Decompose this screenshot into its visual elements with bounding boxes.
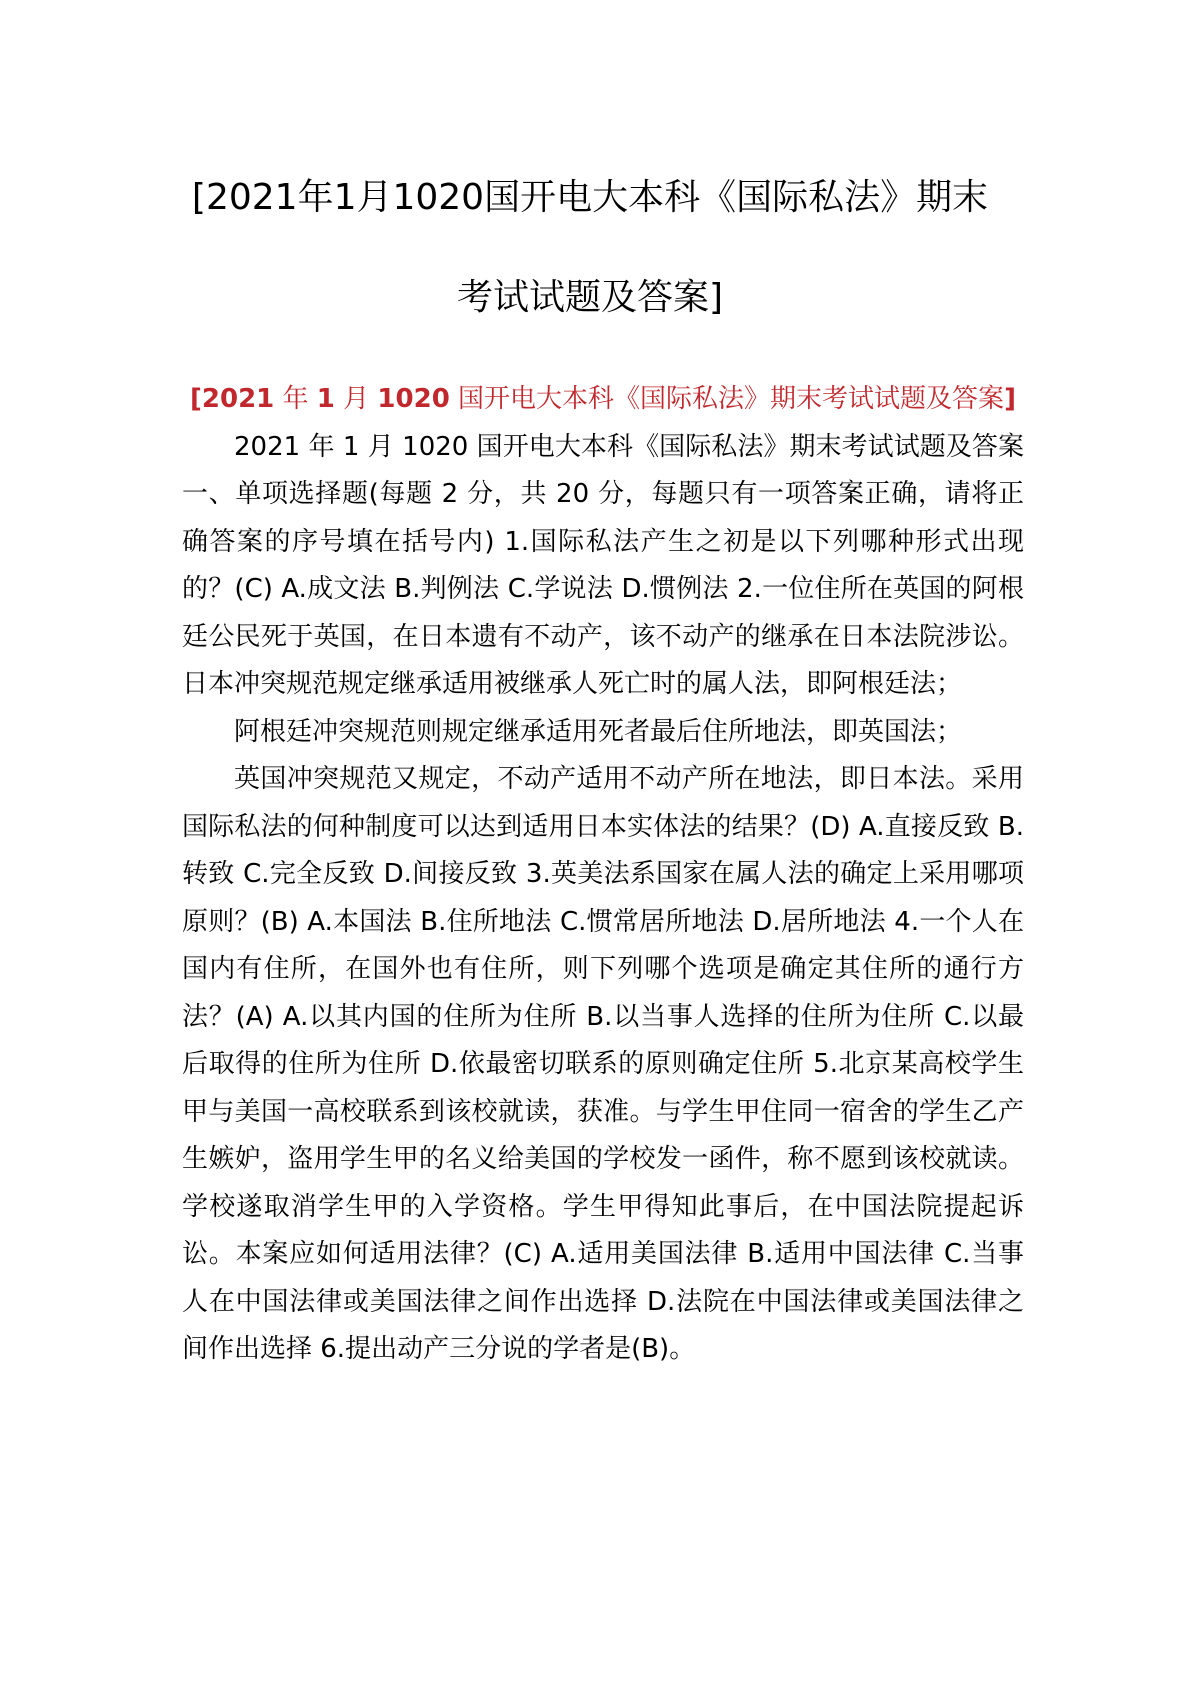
- red-heading-bracket-open: [: [190, 384, 202, 414]
- red-heading-nian: 年: [274, 384, 317, 414]
- body-paragraph-2: 阿根廷冲突规范则规定继承适用死者最后住所地法，即英国法；: [234, 716, 963, 747]
- red-heading: [182, 376, 1024, 424]
- document-title: [140, 148, 1040, 348]
- red-heading-yue: 月: [334, 384, 378, 414]
- red-heading-bracket-close: ]: [1004, 384, 1016, 414]
- document-body: [182, 376, 1024, 1374]
- red-heading-rest: 国开电大本科《国际私法》期末考试试题及答案: [449, 384, 1005, 414]
- document-title-line-1: [2021年1月1020国开电大本科《国际私法》期末: [191, 177, 989, 218]
- body-paragraph-3: 英国冲突规范又规定，不动产适用不动产所在地法，即日本法。采用国际私法的何种制度可以达到适用日本实体法的结果？(D) A.直接反致 B.转致 C.完全反致 D.间接反致 3.英美法系国家在属人法的确定上采用哪项原则？(B) A.本国法 B.住所地法 C.惯常居所地法 D.居所地法 4.一个人在国内有住所，在国外也有住所，则下列哪个选项是确定其住所的通行方法？(A) A.以其内国的住所为住所 B.以当事人选择的住所为住所 C.以最后取得的住所为住所 D.依最密切联系的原则确定住所 5.北京某高校学生甲与美国一高校联系到该校就读，获准。与学生甲住同一宿舍的学生乙产生嫉妒，盗用学生甲的名义给美国的学校发一函件，称不愿到该校就读。学校遂取消学生甲的入学资格。学生甲得知此事后，在中国法院提起诉讼。本案应如何适用法律？(C) A.适用美国法律 B.适用中国法律 C.当事人在中国法律或美国法律之间作出选择 D.法院在中国法律或美国法律之间作出选择 6.提出动产三分说的学者是(B)。: [182, 764, 1024, 1364]
- document-title-line-2: 考试试题及答案]: [456, 277, 724, 318]
- red-heading-year: 2021: [201, 384, 275, 414]
- body-paragraph-1: 2021 年 1 月 1020 国开电大本科《国际私法》期末考试试题及答案 一、单项选择题(每题 2 分，共 20 分，每题只有一项答案正确，请将正确答案的序号填在括号内) 1.国际私法产生之初是以下列哪种形式出现的？(C) A.成文法 B.判例法 C.学说法 D.惯例法 2.一位住所在英国的阿根廷公民死于英国，在日本遗有不动产，该不动产的继承在日本法院涉讼。日本冲突规范规定继承适用被继承人死亡时的属人法，即阿根廷法；: [182, 431, 1024, 699]
- red-heading-month: 1: [316, 384, 335, 414]
- red-heading-code: 1020: [377, 384, 450, 414]
